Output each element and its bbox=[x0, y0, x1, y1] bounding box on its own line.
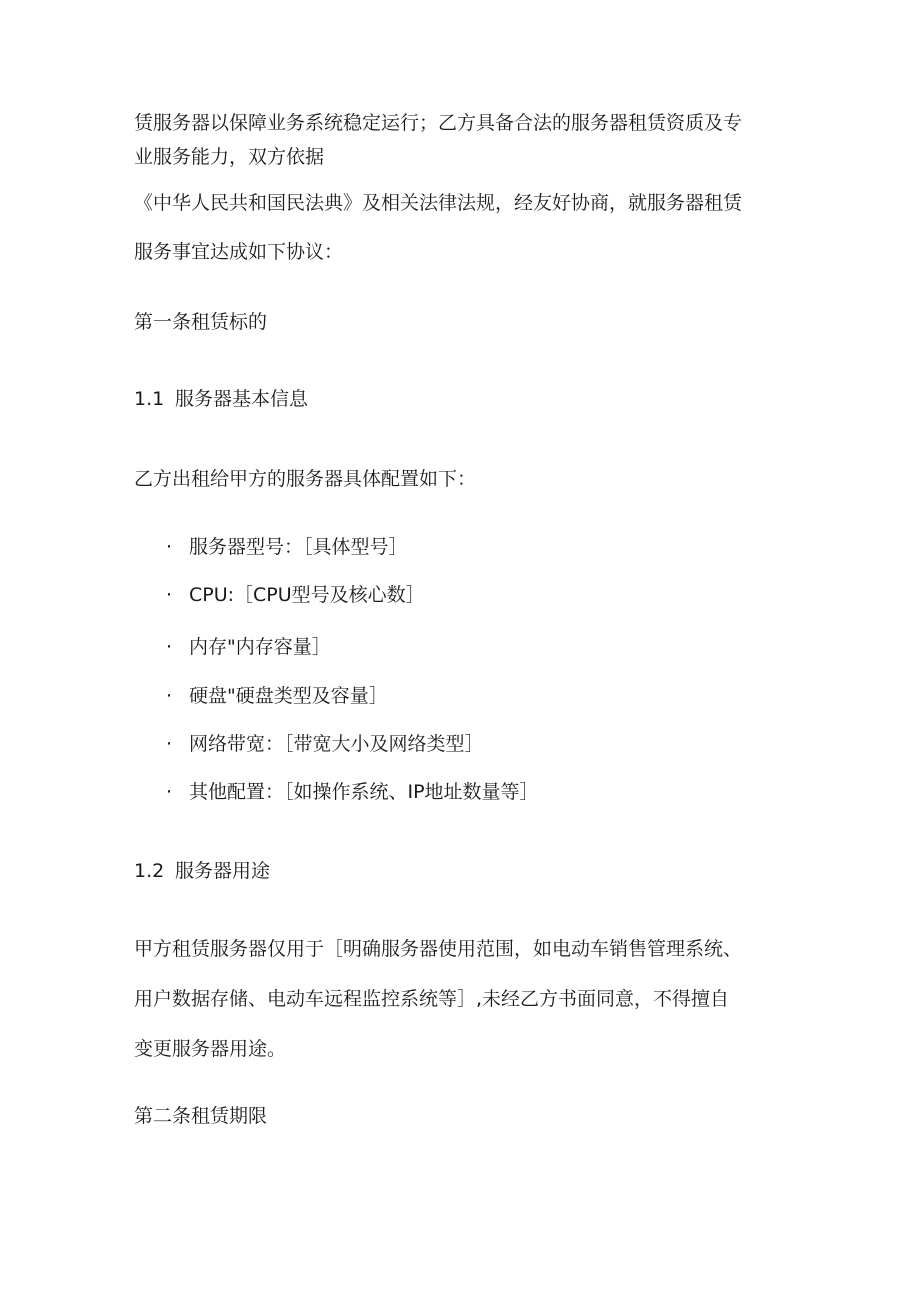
section-1-1-lead: 乙方出租给甲方的服务器具体配置如下： bbox=[134, 468, 477, 490]
bullet-icon: · bbox=[166, 536, 173, 558]
bullet-icon: · bbox=[166, 781, 173, 803]
bullet-icon: · bbox=[166, 584, 173, 606]
bullet-icon: · bbox=[166, 733, 173, 755]
section-1-1-number: 1.1 bbox=[134, 388, 165, 410]
intro-paragraph-line-2: 业服务能力，双方依据 bbox=[134, 146, 325, 168]
list-item-text: 网络带宽：［带宽大小及网络类型］ bbox=[189, 733, 484, 755]
section-1-2-paragraph-line-3: 变更服务器用途。 bbox=[134, 1038, 287, 1060]
list-item bbox=[166, 534, 408, 560]
list-item bbox=[166, 634, 331, 660]
section-1-2-heading bbox=[134, 858, 270, 884]
list-item bbox=[166, 731, 484, 757]
list-item bbox=[166, 779, 539, 805]
article-1-heading: 第一条租赁标的 bbox=[134, 311, 268, 333]
list-item-text: CPU:［CPU型号及核心数］ bbox=[189, 584, 425, 606]
list-item-text: 服务器型号：［具体型号］ bbox=[189, 536, 408, 558]
list-item bbox=[166, 582, 425, 608]
list-item bbox=[166, 683, 388, 709]
list-item-text: 硬盘"硬盘类型及容量］ bbox=[189, 685, 388, 707]
intro-paragraph-line-4: 服务事宜达成如下协议： bbox=[134, 241, 344, 263]
section-1-2-paragraph-line-1: 甲方租赁服务器仅用于［明确服务器使用范围，如电动车销售管理系统、 bbox=[134, 938, 743, 960]
intro-paragraph-line-3: 《中华人民共和国民法典》及相关法律法规，经友好协商，就服务器租赁 bbox=[134, 192, 743, 214]
section-1-2-number: 1.2 bbox=[134, 860, 165, 882]
list-item-text: 其他配置：［如操作系统、IP地址数量等］ bbox=[189, 781, 539, 803]
bullet-icon: · bbox=[166, 636, 173, 658]
bullet-icon: · bbox=[166, 685, 173, 707]
section-1-1-title: 服务器基本信息 bbox=[175, 388, 309, 410]
intro-paragraph-line-1: 赁服务器以保障业务系统稳定运行；乙方具备合法的服务器租赁资质及专 bbox=[134, 112, 743, 134]
section-1-2-paragraph-line-2: 用户数据存储、电动车远程监控系统等］,未经乙方书面同意，不得擅自 bbox=[134, 988, 730, 1010]
section-1-2-title: 服务器用途 bbox=[175, 860, 271, 882]
list-item-text: 内存"内存容量］ bbox=[189, 636, 331, 658]
article-2-heading: 第二条租赁期限 bbox=[134, 1105, 268, 1127]
section-1-1-heading bbox=[134, 386, 308, 412]
